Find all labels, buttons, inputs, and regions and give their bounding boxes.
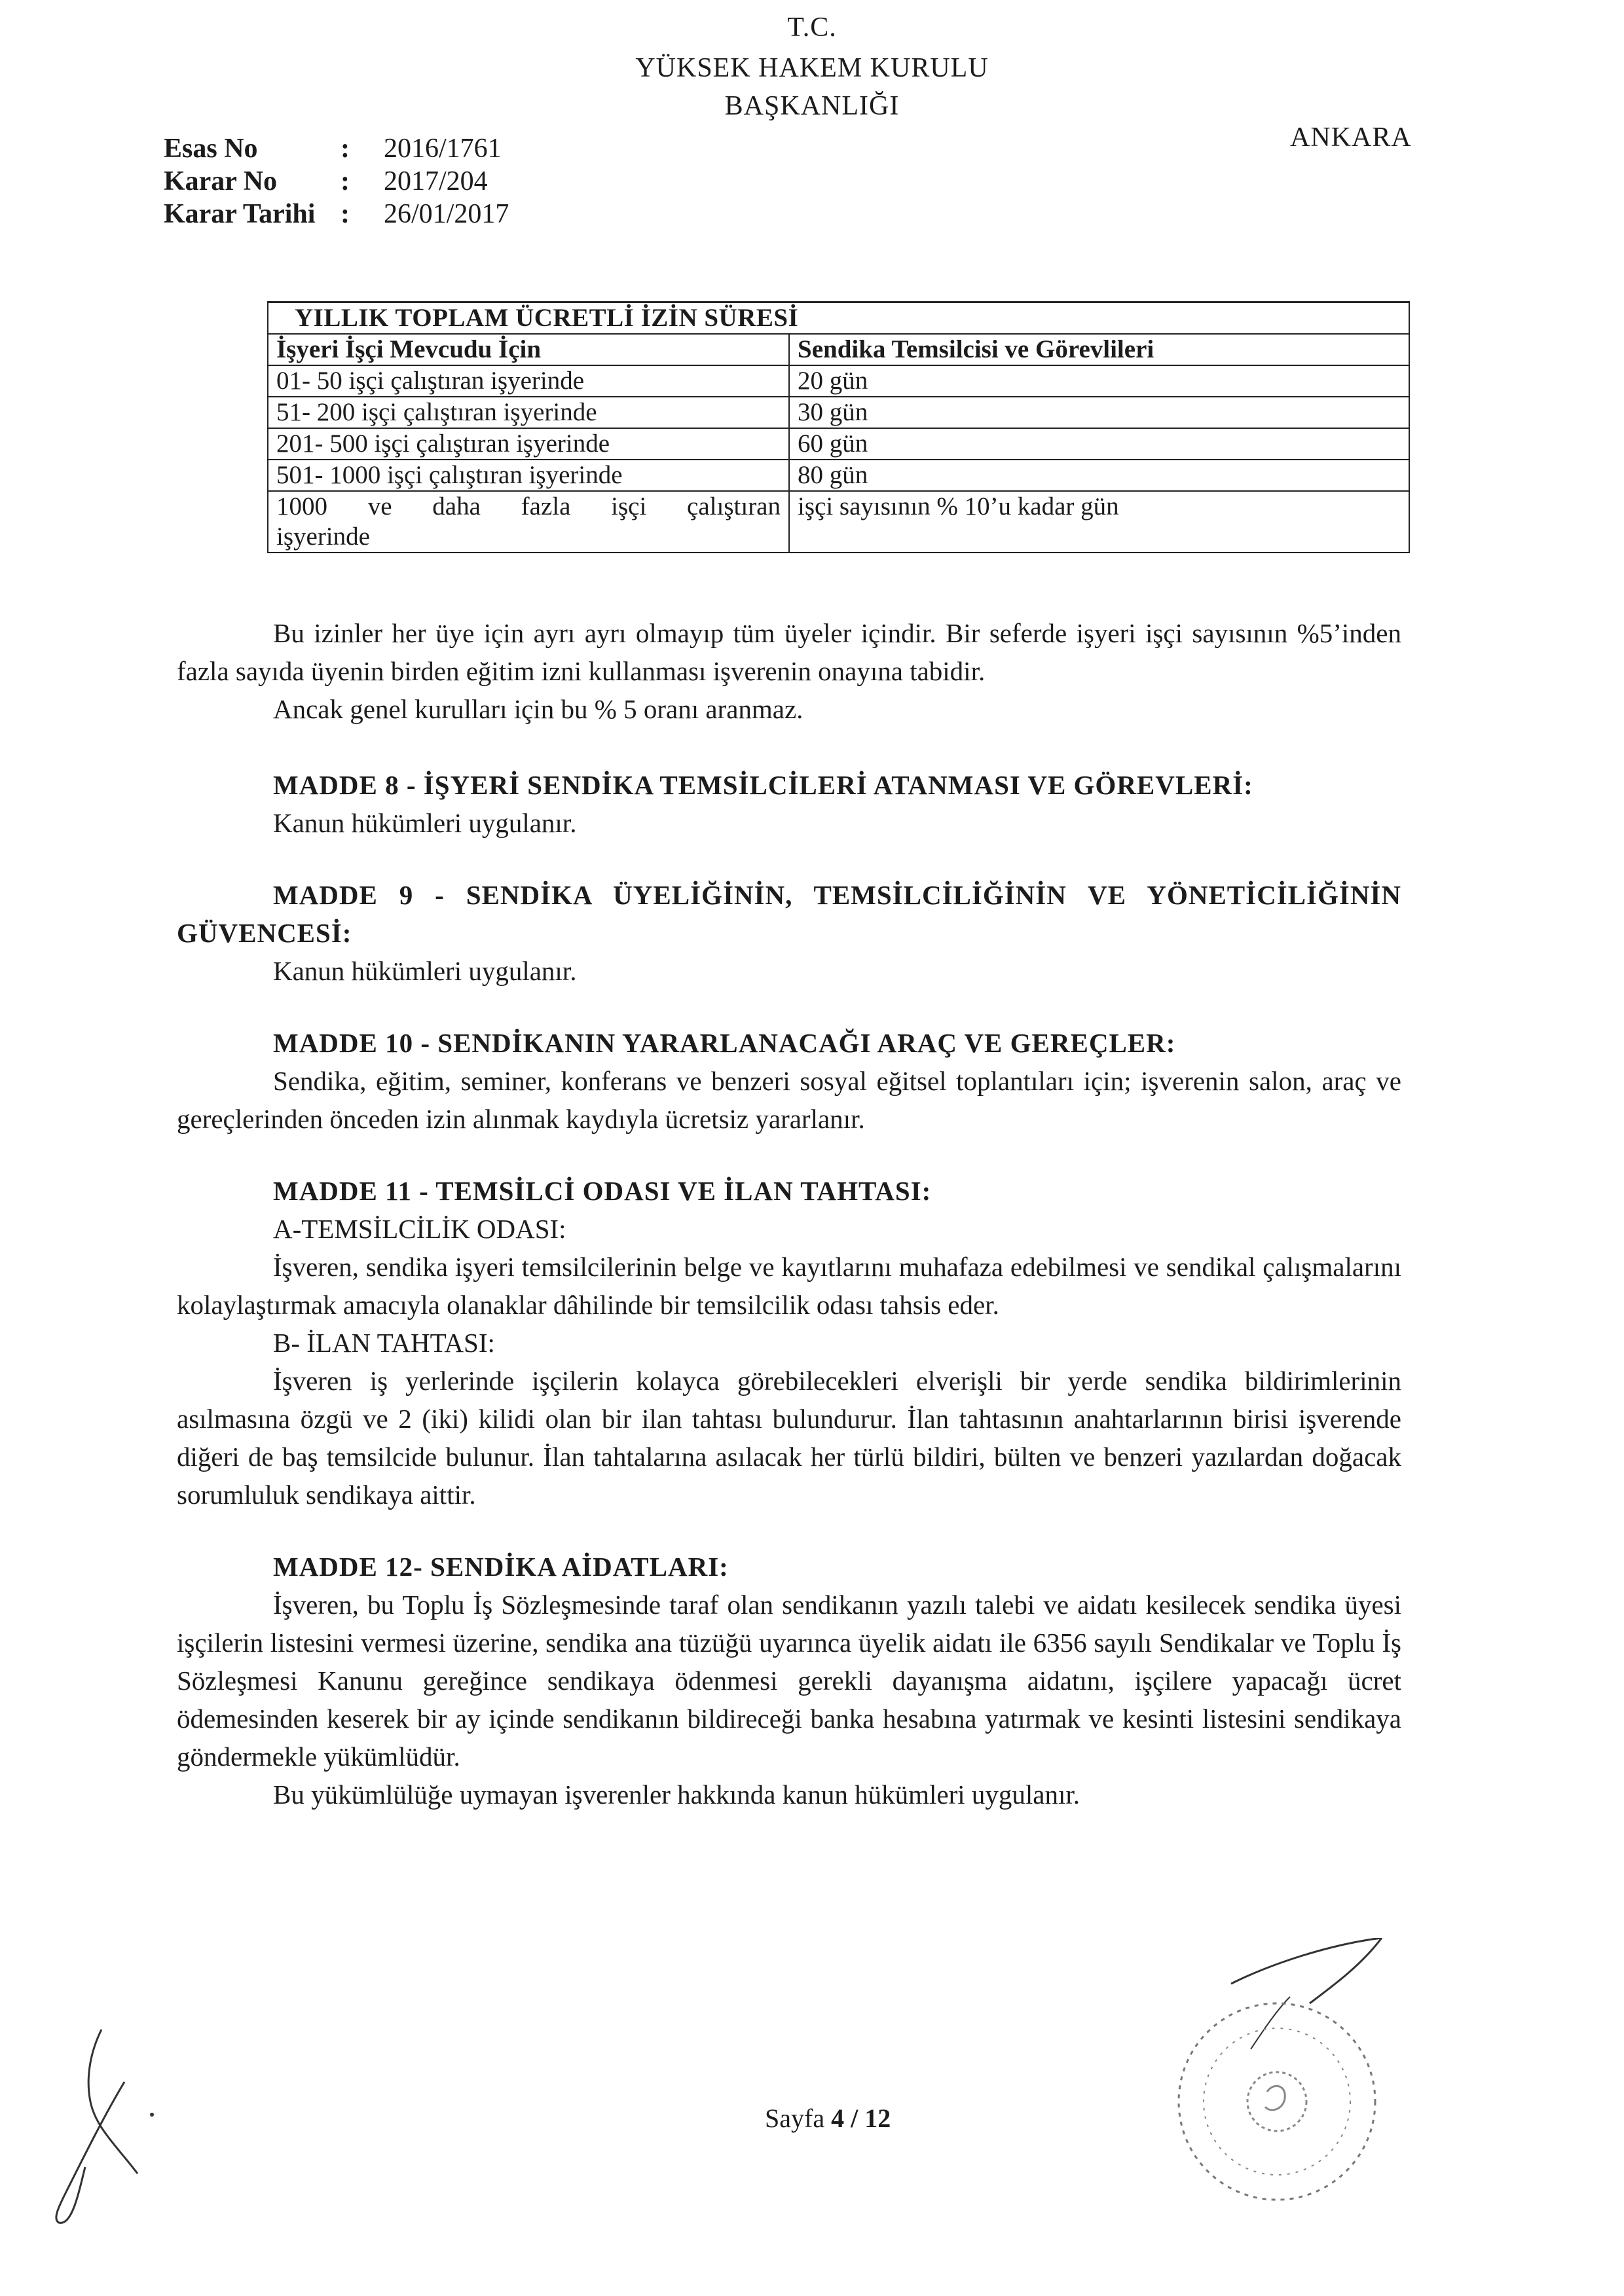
meta-row-karar <box>164 165 509 198</box>
cell-days: 60 gün <box>789 428 1409 460</box>
cell-days: 30 gün <box>789 397 1409 428</box>
table-title-row <box>268 302 1409 335</box>
table-row <box>268 460 1409 491</box>
madde-8-body: Kanun hükümleri uygulanır. <box>273 808 577 838</box>
col-header-workplace: İşyeri İşçi Mevcudu İçin <box>268 334 789 365</box>
madde-9-title: MADDE 9 - SENDİKA ÜYELİĞİNİN, TEMSİLCİLİĞİNİN VE YÖNETİCİLİĞİNİN GÜVENCESİ: <box>177 880 1401 948</box>
table-title: YILLIK TOPLAM ÜCRETLİ İZİN SÜRESİ <box>268 302 1409 335</box>
meta-value: 26/01/2017 <box>384 199 509 229</box>
page-number: 4 / 12 <box>831 2104 891 2133</box>
cell-workplace: 501- 1000 işçi çalıştıran işyerinde <box>268 460 789 491</box>
meta-colon: : <box>341 134 350 164</box>
cell-workplace: 51- 200 işçi çalıştıran işyerinde <box>268 397 789 428</box>
header-tc: T.C. <box>787 12 837 43</box>
madde-10-title: MADDE 10 - SENDİKANIN YARARLANACAĞI ARAÇ VE GEREÇLER: <box>273 1028 1176 1058</box>
meta-row-tarih <box>164 198 509 230</box>
annual-leave-table <box>267 301 1410 553</box>
meta-value: 2016/1761 <box>384 134 502 164</box>
col-header-union-rep: Sendika Temsilcisi ve Görevlileri <box>789 334 1409 365</box>
madde-11-a-title: A-TEMSİLCİLİK ODASI: <box>273 1214 566 1244</box>
table-row <box>268 428 1409 460</box>
madde-11-title: MADDE 11 - TEMSİLCİ ODASI VE İLAN TAHTASI: <box>273 1176 932 1206</box>
izin-note-paragraph-2: Ancak genel kurulları için bu % 5 oranı aranmaz. <box>273 694 803 724</box>
meta-colon: : <box>341 199 350 229</box>
cell-days: işçi sayısının % 10’u kadar gün <box>789 491 1409 553</box>
header-presidency: BAŞKANLIĞI <box>724 91 900 121</box>
madde-12-body-2: Bu yükümlülüğe uymayan işverenler hakkında kanun hükümleri uygulanır. <box>273 1779 1080 1810</box>
madde-12-body: İşveren, bu Toplu İş Sözleşmesinde taraf olan sendikanın yazılı talebi ve aidatı kesilecek sendika üyesi işçilerin listesini vermesi üzerine, sendika ana tüzüğü uyarınca üyelik aidatı ile 6356 sayılı Sendikalar ve Toplu İş Sözleşmesi Kanunu gereğince sendikaya ödenmesi gerekli dayanışma aidatını, işçilere yapacağı ücret ödemesinden keserek bir ay içinde sendikanın bildireceği banka hesabına yatırmak ve kesinti listesini sendikaya göndermekle yükümlüdür. <box>177 1590 1401 1772</box>
table-row <box>268 365 1409 397</box>
header-institution: YÜKSEK HAKEM KURULU <box>635 53 989 83</box>
case-meta <box>164 132 509 230</box>
header-city: ANKARA <box>1290 122 1412 153</box>
document-body <box>177 614 1401 1813</box>
meta-row-esas <box>164 132 509 165</box>
cell-workplace-line2: işyerinde <box>276 522 370 551</box>
cell-days: 20 gün <box>789 365 1409 397</box>
cell-workplace-line1: 1000 ve daha fazla işçi çalıştıran <box>276 492 781 520</box>
table-header-row <box>268 334 1409 365</box>
madde-10-body: Sendika, eğitim, seminer, konferans ve benzeri sosyal eğitsel toplantıları için; işverenin salon, araç ve gereçlerinden önceden izin alınmak kaydıyla ücretsiz yararlanır. <box>177 1066 1401 1134</box>
table-row <box>268 491 1409 553</box>
cell-workplace <box>268 491 789 553</box>
signature-mark <box>39 2023 157 2232</box>
meta-colon: : <box>341 166 350 196</box>
meta-value: 2017/204 <box>384 166 488 196</box>
meta-label: Karar No <box>164 166 278 196</box>
page-label: Sayfa <box>765 2104 832 2133</box>
cell-workplace: 201- 500 işçi çalıştıran işyerinde <box>268 428 789 460</box>
cell-days: 80 gün <box>789 460 1409 491</box>
page-footer <box>765 2103 891 2134</box>
izin-note-paragraph: Bu izinler her üye için ayrı ayrı olmayıp tüm üyeler içindir. Bir seferde işyeri işçi sayısının %5’inden fazla sayıda üyenin birden eğitim izni kullanması işverenin onayına tabidir. <box>177 618 1401 686</box>
madde-8-title: MADDE 8 - İŞYERİ SENDİKA TEMSİLCİLERİ ATANMASI VE GÖREVLERİ: <box>273 770 1253 800</box>
madde-12-title: MADDE 12- SENDİKA AİDATLARI: <box>273 1552 729 1582</box>
madde-11-b-body: İşveren iş yerlerinde işçilerin kolayca görebilecekleri elverişli bir yerde sendika bildirimlerinin asılmasına özgü ve 2 (iki) kilidi olan bir ilan tahtası bulundurur. İlan tahtasının anahtarlarının birisi işverende diğeri de baş temsilcide bulunur. İlan tahtalarına asılacak her türlü bildiri, bülten ve benzeri yazılardan doğacak sorumluluk sendikaya aittir. <box>177 1366 1401 1510</box>
meta-label: Karar Tarihi <box>164 199 316 229</box>
official-stamp <box>1054 1938 1421 2213</box>
madde-9-body: Kanun hükümleri uygulanır. <box>273 956 577 986</box>
madde-11-a-body: İşveren, sendika işyeri temsilcilerinin belge ve kayıtlarını muhafaza edebilmesi ve sendikal çalışmalarını kolaylaştırmak amacıyla olanaklar dâhilinde bir temsilcilik odası tahsis eder. <box>177 1252 1401 1320</box>
meta-label: Esas No <box>164 134 258 164</box>
table-row <box>268 397 1409 428</box>
cell-workplace: 01- 50 işçi çalıştıran işyerinde <box>268 365 789 397</box>
madde-11-b-title: B- İLAN TAHTASI: <box>273 1328 495 1358</box>
